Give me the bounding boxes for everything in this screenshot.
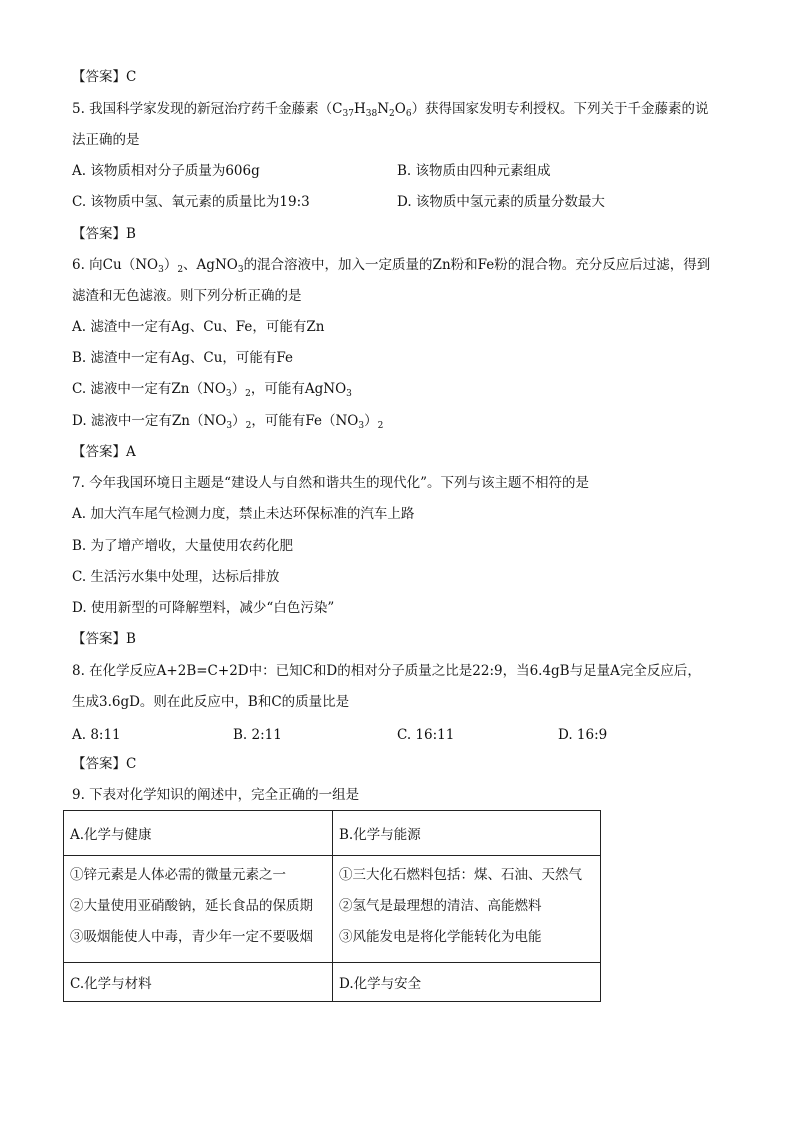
q8-option-d: D. 16:9 <box>558 727 608 743</box>
q8-stem-line1: 8. 在化学反应A+2B=C+2D中：已知C和D的相对分子质量之比是22:9，当6.4gB与足量A完全反应后， <box>72 663 701 679</box>
q6-text: ） <box>232 413 246 429</box>
formula-sub: 3 <box>225 389 232 399</box>
q6-option-a: A. 滤渣中一定有Ag、Cu、Fe，可能有Zn <box>72 319 325 335</box>
q8-stem-line2: 生成3.6gD。则在此反应中，B和C的质量比是 <box>72 694 350 710</box>
table-cell-a-content <box>64 856 333 963</box>
table-cell-a-title: A.化学与健康 <box>64 811 333 856</box>
table-line: ③风能发电是将化学能转化为电能 <box>339 929 542 945</box>
table-cell-d-title: D.化学与安全 <box>333 963 601 1002</box>
q6-text: ） <box>163 257 178 273</box>
q7-option-c: C. 生活污水集中处理，达标后排放 <box>72 569 280 585</box>
q5-option-a: A. 该物质相对分子质量为606g <box>72 163 260 179</box>
q4-answer: 【答案】C <box>72 69 137 85</box>
table-line: ③吸烟能使人中毒，青少年一定不要吸烟 <box>70 929 313 945</box>
q6-text: D. 滤液中一定有Zn（NO <box>72 413 227 429</box>
q6-text: ） <box>364 413 378 429</box>
formula-sub: 2 <box>377 421 384 431</box>
q7-option-b: B. 为了增产增收，大量使用农药化肥 <box>72 538 294 554</box>
formula-sub: 38 <box>365 109 378 119</box>
q6-text: C. 滤液中一定有Zn（NO <box>72 381 226 397</box>
q6-text: 、AgNO <box>183 257 238 273</box>
q6-option-b: B. 滤渣中一定有Ag、Cu，可能有Fe <box>72 350 294 366</box>
q6-stem-line1 <box>72 256 710 274</box>
table-cell-c-title: C.化学与材料 <box>64 963 333 1002</box>
q7-answer: 【答案】B <box>72 631 136 647</box>
q5-stem-line2: 法正确的是 <box>72 132 140 148</box>
q8-option-a: A. 8:11 <box>72 727 121 743</box>
formula-sub: 2 <box>245 421 252 431</box>
formula-el: O <box>394 101 406 117</box>
q6-text: 的混合溶液中，加入一定质量的Zn粉和Fe粉的混合物。充分反应后过滤，得到 <box>243 257 711 273</box>
formula-sub: 2 <box>177 265 184 275</box>
formula-sub: 3 <box>226 421 233 431</box>
formula-el: N <box>377 101 390 117</box>
formula-sub: 6 <box>405 109 412 119</box>
q6-text: 6. 向Cu（NO <box>72 257 159 273</box>
q7-stem: 7. 今年我国环境日主题是“建设人与自然和谐共生的现代化”。下列与该主题不相符的是 <box>72 475 589 491</box>
formula-sub: 3 <box>346 389 352 399</box>
q5-answer: 【答案】B <box>72 226 136 242</box>
formula-el: H <box>353 101 366 117</box>
q9-table <box>63 810 601 1002</box>
q5-stem-text: ）获得国家发明专利授权。下列关于千金藤素的说 <box>411 101 709 117</box>
q8-answer: 【答案】C <box>72 756 137 772</box>
q7-option-d: D. 使用新型的可降解塑料，减少“白色污染” <box>72 600 335 616</box>
q6-stem-line2: 滤渣和无色滤液。则下列分析正确的是 <box>72 288 302 304</box>
q5-option-b: B. 该物质由四种元素组成 <box>397 163 551 179</box>
formula-sub: 3 <box>358 421 365 431</box>
formula-sub: 2 <box>245 389 251 399</box>
formula-sub: 37 <box>342 109 354 119</box>
q7-option-a: A. 加大汽车尾气检测力度，禁止未达环保标准的汽车上路 <box>72 506 415 522</box>
q6-answer: 【答案】A <box>72 444 136 460</box>
q6-text: ） <box>231 381 246 397</box>
table-cell-b-content <box>333 856 601 963</box>
q6-option-c <box>72 380 352 398</box>
formula-sub: 3 <box>237 265 244 275</box>
table-cell-b-title: B.化学与能源 <box>333 811 601 856</box>
q5-option-d: D. 该物质中氢元素的质量分数最大 <box>397 194 605 210</box>
formula-sub: 2 <box>389 109 395 119</box>
q8-option-b: B. 2:11 <box>233 727 282 743</box>
q6-option-d <box>72 412 383 430</box>
table-line: ①三大化石燃料包括：煤、石油、天然气 <box>339 867 582 883</box>
q6-text: ，可能有Fe（NO <box>251 413 359 429</box>
q9-stem: 9. 下表对化学知识的阐述中，完全正确的一组是 <box>72 787 360 803</box>
q6-text: ，可能有AgNO <box>250 381 347 397</box>
table-line: ②氢气是最理想的清洁、高能燃料 <box>339 898 542 914</box>
q5-stem-line1 <box>72 100 709 118</box>
table-line: ①锌元素是人体必需的微量元素之一 <box>70 867 286 883</box>
formula-sub: 3 <box>158 265 164 275</box>
q5-option-c: C. 该物质中氢、氧元素的质量比为19:3 <box>72 194 310 210</box>
q5-stem-text: 5. 我国科学家发现的新冠治疗药千金藤素（C <box>72 101 343 117</box>
q8-option-c: C. 16:11 <box>397 727 455 743</box>
table-line: ②大量使用亚硝酸钠，延长食品的保质期 <box>70 898 313 914</box>
